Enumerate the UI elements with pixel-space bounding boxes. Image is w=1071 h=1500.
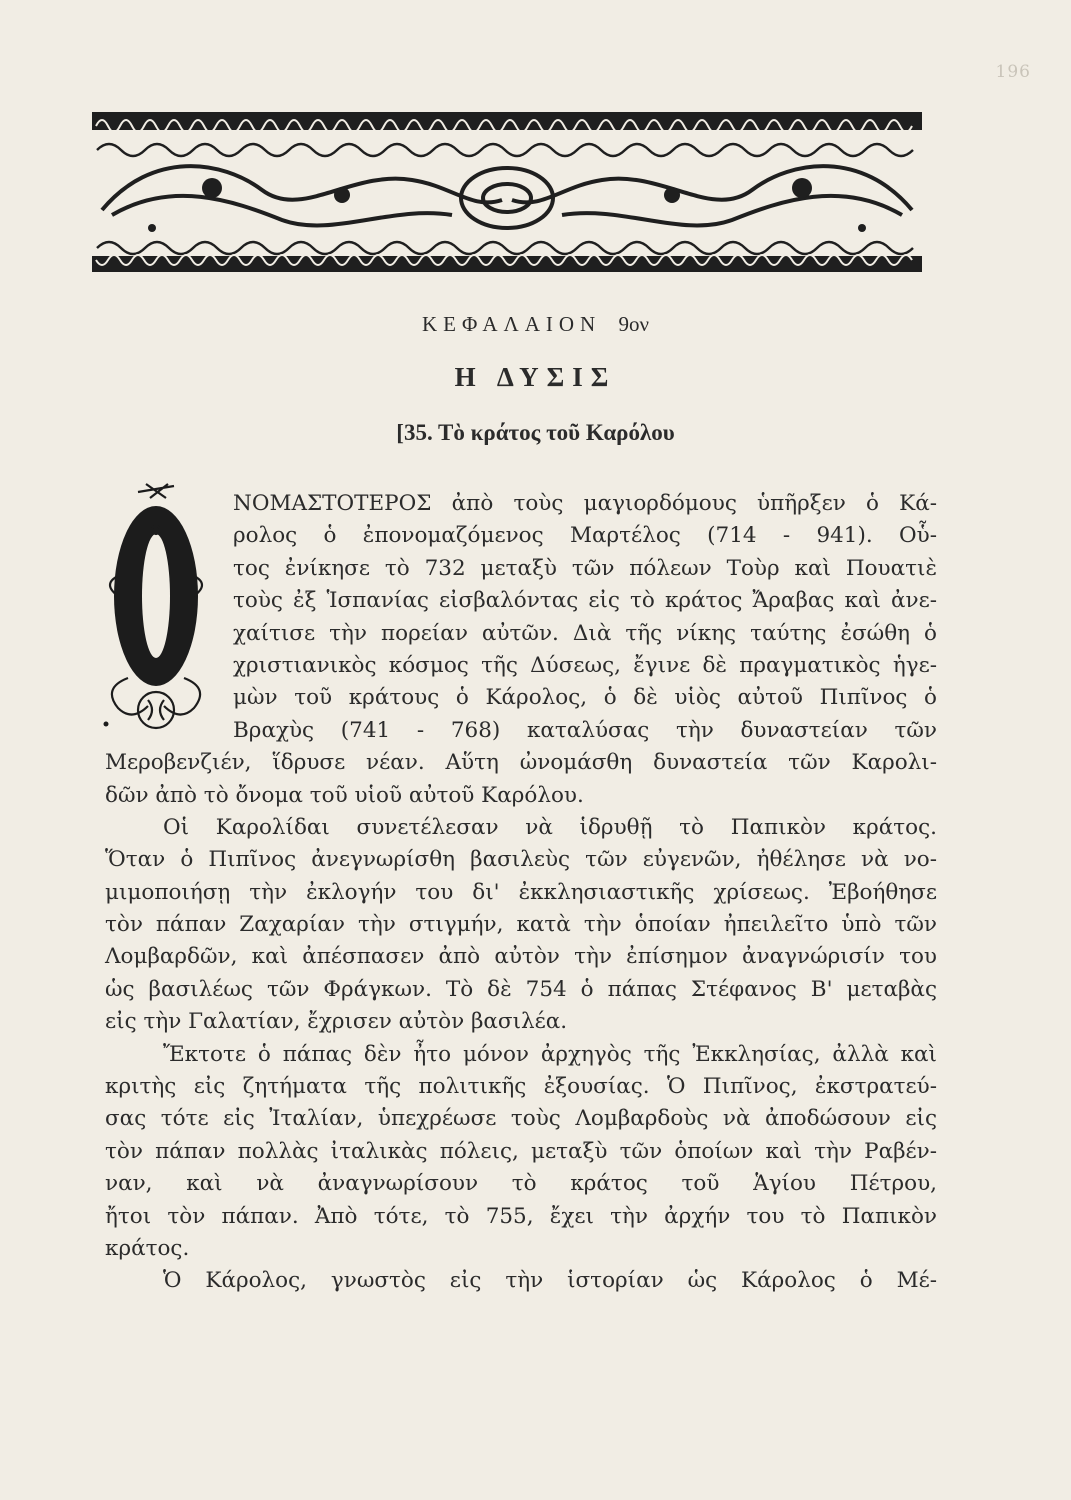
text-line: χριστιανικὸς κόσμος τῆς Δύσεως, ἔγινε δὲ πραγματικὸς ἡγε- xyxy=(233,652,937,678)
text-line: Λομβαρδῶν, καὶ ἀπέσπασεν ἀπὸ αὐτὸν τὴν ἐπίσημον ἀναγνώρισίν του xyxy=(105,944,937,970)
chapter-number: 9ον xyxy=(618,312,649,336)
ornamental-header-band xyxy=(92,110,922,275)
text-line: χαίτισε τὴν πορείαν αὐτῶν. Διὰ τῆς νίκης ταύτης ἐσώθη ὁ xyxy=(233,620,937,646)
text-line: σας τότε εἰς Ἰταλίαν, ὑπεχρέωσε τοὺς Λομβαρδοὺς νὰ ἀποδώσουν εἰς xyxy=(105,1106,937,1132)
text-line: εἰς τὴν Γαλατίαν, ἔχρισεν αὐτὸν βασιλέα. xyxy=(105,1009,568,1035)
chapter-heading xyxy=(0,312,1071,337)
page-number: 196 xyxy=(995,62,1031,82)
text-line: ΝΟΜΑΣΤΟΤΕΡΟΣ ἀπὸ τοὺς μαγιορδόμους ὑπῆρξεν ὁ Κά- xyxy=(233,491,937,516)
text-line: ὡς βασιλέως τῶν Φράγκων. Τὸ δὲ 754 ὁ πάπας Στέφανος Β' μεταβὰς xyxy=(105,976,937,1002)
text-line: Ὁ Κάρολος, γνωστὸς εἰς τὴν ἱστορίαν ὡς Κάρολος ὁ Μέ- xyxy=(163,1268,937,1294)
text-line: Ἔκτοτε ὁ πάπας δὲν ἦτο μόνον ἀρχηγὸς τῆς Ἐκκλησίας, ἀλλὰ καὶ xyxy=(163,1041,937,1067)
body-text xyxy=(105,488,937,1298)
text-line: μὼν τοῦ κράτους ὁ Κάρολος, ὁ δὲ υἱὸς αὐτοῦ Πιπῖνος ὁ xyxy=(233,685,937,711)
subsection-title: [35. Τὸ κράτος τοῦ Καρόλου xyxy=(396,420,675,445)
text-line: τὸν πάπαν πολλὰς ἰταλικὰς πόλεις, μεταξὺ τῶν ὁποίων καὶ τὴν Ραβέν- xyxy=(105,1138,937,1164)
text-line: Μεροβενζιέν, ἵδρυσε νέαν. Αὕτη ὠνομάσθη δυναστεία τῶν Καρολι- xyxy=(105,750,937,776)
text-line: τοὺς ἐξ Ἱσπανίας εἰσβαλόντας εἰς τὸ κράτος Ἄραβας καὶ ἀνε- xyxy=(233,588,937,614)
text-line: δῶν ἀπὸ τὸ ὄνομα τοῦ υἱοῦ αὐτοῦ Καρόλου. xyxy=(105,782,584,808)
text-line: Οἱ Καρολίδαι συνετέλεσαν νὰ ἱδρυθῇ τὸ Παπικὸν κράτος. xyxy=(163,814,937,840)
text-line: κριτὴς εἰς ζητήματα τῆς πολιτικῆς ἐξουσίας. Ὁ Πιπῖνος, ἐκστρατεύ- xyxy=(105,1074,937,1100)
text-line: Βραχὺς (741 - 768) καταλύσας τὴν δυναστείαν τῶν xyxy=(233,717,937,743)
text-line: τος ἐνίκησε τὸ 732 μεταξὺ τῶν πόλεων Τοὺρ καὶ Πουατιὲ xyxy=(233,555,937,581)
text-line: ναν, καὶ νὰ ἀναγνωρίσουν τὸ κράτος τοῦ Ἁγίου Πέτρου, xyxy=(105,1171,937,1197)
text-line: Ὅταν ὁ Πιπῖνος ἀνεγνωρίσθη βασιλεὺς τῶν εὐγενῶν, ἠθέλησε νὰ νο- xyxy=(105,847,937,873)
text-line: τὸν πάπαν Ζαχαρίαν τὴν στιγμήν, κατὰ τὴν ὁποίαν ἠπειλεῖτο ὑπὸ τῶν xyxy=(105,912,937,938)
chapter-label: ΚΕΦΑΛΑΙΟΝ xyxy=(422,312,602,336)
text-line: ρολος ὁ ἐπονομαζόμενος Μαρτέλος (714 - 941). Οὗ- xyxy=(233,523,937,549)
text-line: κράτος. xyxy=(105,1235,190,1261)
text-line: μιμοποιήσῃ τὴν ἐκλογήν του δι' ἐκκλησιαστικῆς χρίσεως. Ἐβοήθησε xyxy=(105,879,937,905)
section-title: Η ΔΥΣΙΣ xyxy=(454,362,617,392)
text-line: ἤτοι τὸν πάπαν. Ἀπὸ τότε, τὸ 755, ἔχει τὴν ἀρχήν του τὸ Παπικὸν xyxy=(105,1203,937,1229)
